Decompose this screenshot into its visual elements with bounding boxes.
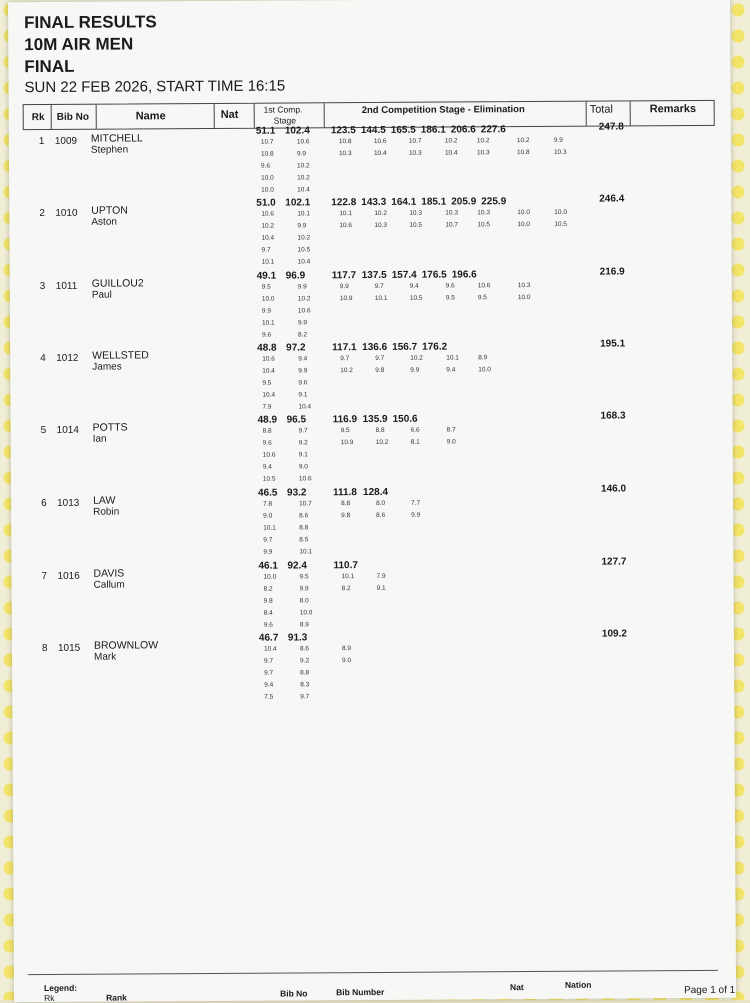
rank-cell: 1 xyxy=(38,135,45,148)
athlete-first-name: Stephen xyxy=(90,144,129,156)
stage2-shot: 8.8 xyxy=(375,426,385,434)
stage2-cumulative: 165.5 xyxy=(390,124,416,136)
rank-cell: 3 xyxy=(39,280,46,293)
stage2-shot: 10.6 xyxy=(373,137,387,145)
stage1-shot: 10.0 xyxy=(261,186,274,194)
col-name: Name xyxy=(135,110,166,123)
total-score: 168.3 xyxy=(600,410,626,422)
stage2-cumulative: 186.1 xyxy=(420,124,446,136)
stage1-shot: 9.5 xyxy=(262,379,272,387)
stage2-cumulative: 117.1 xyxy=(332,342,357,354)
rank-cell: 2 xyxy=(39,207,45,220)
stage2-shot: 7.7 xyxy=(411,499,421,507)
stage1-shot: 9.7 xyxy=(263,536,273,544)
footer-divider xyxy=(28,970,718,975)
stage1-shot: 7.9 xyxy=(262,403,272,411)
stage1-shot: 9.6 xyxy=(260,162,271,170)
stage1-shot: 10.2 xyxy=(297,295,311,303)
stage1-shot: 10.7 xyxy=(299,500,312,508)
total-score: 247.8 xyxy=(598,121,624,133)
stage2-shot: 10.8 xyxy=(516,149,530,157)
stage2-shot: 10.3 xyxy=(445,209,458,217)
stage2-shot: 9.4 xyxy=(446,366,456,374)
athlete-last-name: LAW xyxy=(93,494,116,507)
legend-nat: Nat xyxy=(510,982,524,993)
stage2-shot: 10.2 xyxy=(374,209,387,217)
stage2-shot: 9.6 xyxy=(445,282,455,290)
stage1-shot: 9.9 xyxy=(261,307,271,315)
col-total: Total xyxy=(589,103,613,116)
stage2-shot: 10.5 xyxy=(477,221,491,229)
col-stage1-b: Stage xyxy=(273,115,296,126)
stage1-shot: 10.5 xyxy=(262,475,276,483)
athlete-first-name: James xyxy=(92,361,122,373)
stage1-shot: 10.4 xyxy=(263,645,277,653)
stage1-shot: 10.6 xyxy=(261,210,274,218)
stage2-cumulative: 176.5 xyxy=(421,269,447,281)
stage2-shot: 8.9 xyxy=(478,354,488,362)
stage1-shot: 9.1 xyxy=(298,451,308,459)
stage2-shot: 10.7 xyxy=(445,221,459,229)
stage2-cumulative: 176.2 xyxy=(422,341,448,353)
athlete-first-name: Paul xyxy=(91,289,112,301)
stage1-shot: 10.7 xyxy=(260,138,274,146)
stage1-shot: 7.8 xyxy=(263,500,273,508)
athlete-first-name: Robin xyxy=(93,506,120,518)
bib-cell: 1013 xyxy=(57,497,80,509)
stage1-shot: 10.4 xyxy=(262,367,275,375)
col-nat: Nat xyxy=(220,108,239,121)
rank-cell: 5 xyxy=(40,424,47,437)
stage2-cumulative: 227.6 xyxy=(480,124,506,136)
stage1-series-2: 102.4 xyxy=(284,125,310,137)
stage1-series-2: 91.3 xyxy=(287,632,308,644)
bib-cell: 1012 xyxy=(56,352,79,364)
total-score: 195.1 xyxy=(600,338,626,350)
stage2-shot: 9.7 xyxy=(374,282,384,290)
stage2-shot: 10.2 xyxy=(340,367,353,375)
stage1-shot: 10.4 xyxy=(297,258,311,266)
stage1-shot: 10.6 xyxy=(297,307,311,315)
stage2-shot: 6.6 xyxy=(410,426,420,434)
stage2-shot: 10.1 xyxy=(374,294,388,302)
athlete-last-name: GUILLOU2 xyxy=(91,277,144,290)
stage1-series-1: 46.5 xyxy=(257,487,278,499)
stage2-shot: 9.7 xyxy=(340,355,350,363)
stage2-cumulative: 123.5 xyxy=(330,125,356,137)
stage1-shot: 9.9 xyxy=(298,367,308,375)
stage1-shot: 10.1 xyxy=(261,258,275,266)
stage2-shot: 10.5 xyxy=(409,294,423,302)
stage1-shot: 9.7 xyxy=(261,246,271,254)
stage1-shot: 9.7 xyxy=(300,693,310,701)
stage2-shot: 10.3 xyxy=(477,209,490,217)
stage2-shot: 10.2 xyxy=(410,354,423,362)
bib-cell: 1014 xyxy=(56,424,79,436)
stage2-cumulative: 206.6 xyxy=(450,124,476,136)
stage1-shot: 9.4 xyxy=(298,355,308,363)
stage2-shot: 8.2 xyxy=(341,585,351,593)
stage2-cumulative: 136.6 xyxy=(362,341,388,354)
stage1-shot: 10.1 xyxy=(261,319,275,327)
stage1-shot: 8.4 xyxy=(263,609,273,617)
stage1-shot: 9.9 xyxy=(297,283,307,291)
stage2-shot: 10.1 xyxy=(341,573,355,581)
stage2-cumulative: 150.6 xyxy=(392,413,418,425)
stage2-cumulative: 144.5 xyxy=(360,124,386,137)
stage2-shot: 9.7 xyxy=(375,354,385,362)
stage2-shot: 9.0 xyxy=(446,438,456,446)
stage1-shot: 10.1 xyxy=(263,524,276,532)
stage1-series-1: 46.1 xyxy=(258,560,278,572)
stage1-shot: 8.6 xyxy=(299,512,309,520)
athlete-last-name: POTTS xyxy=(92,421,128,434)
stage2-cumulative: 225.9 xyxy=(481,196,507,208)
stage2-shot: 10.9 xyxy=(339,295,353,303)
document-header xyxy=(24,11,285,99)
stage1-shot: 9.6 xyxy=(262,331,272,339)
stage1-shot: 10.2 xyxy=(297,234,311,242)
col-stage1-a: 1st Comp. xyxy=(263,104,303,115)
results-sheet xyxy=(8,0,736,1002)
stage1-shot: 9.4 xyxy=(262,463,272,471)
legend-bib: Bib No xyxy=(280,988,308,999)
stage1-series-2: 96.5 xyxy=(286,414,307,426)
stage1-shot: 8.5 xyxy=(299,536,309,544)
bib-cell: 1011 xyxy=(55,280,78,292)
stage2-shot: 8.8 xyxy=(341,500,351,508)
stage1-shot: 9.2 xyxy=(300,657,310,665)
rank-cell: 6 xyxy=(41,497,47,510)
stage2-shot: 9.4 xyxy=(409,282,419,290)
stage1-shot: 10.5 xyxy=(297,246,311,254)
stage2-shot: 10.5 xyxy=(409,221,423,229)
stage1-shot: 8.6 xyxy=(299,645,310,653)
stage1-series-1: 49.1 xyxy=(256,270,277,282)
stage1-series-2: 93.2 xyxy=(286,487,307,499)
stage1-series-1: 48.9 xyxy=(257,414,278,426)
stage1-shot: 8.9 xyxy=(299,621,309,629)
athlete-first-name: Aston xyxy=(91,216,117,228)
title-line-1: FINAL RESULTS xyxy=(24,12,157,33)
stage1-shot: 10.4 xyxy=(262,391,276,399)
stage1-series-2: 97.2 xyxy=(286,342,306,354)
stage2-shot: 10.4 xyxy=(373,149,387,157)
stage2-shot: 9.5 xyxy=(340,427,350,435)
stage1-shot: 8.0 xyxy=(299,597,309,605)
stage2-shot: 10.4 xyxy=(444,149,458,157)
col-stage2: 2nd Competition Stage - Elimination xyxy=(361,104,525,117)
stage2-shot: 10.0 xyxy=(554,208,567,216)
stage1-shot: 9.8 xyxy=(263,597,273,605)
athlete-first-name: Callum xyxy=(93,579,125,591)
athlete-last-name: BROWNLOW xyxy=(93,639,159,652)
stage2-shot: 9.5 xyxy=(445,294,455,302)
stage1-shot: 8.3 xyxy=(300,681,310,689)
stage1-shot: 10.8 xyxy=(260,150,274,158)
stage1-shot: 10.2 xyxy=(296,162,310,170)
stage2-cumulative: 116.9 xyxy=(332,414,358,426)
stage1-shot: 10.2 xyxy=(261,222,275,230)
stage2-cumulative: 111.8 xyxy=(332,487,357,499)
stage1-shot: 10.0 xyxy=(261,295,275,303)
stage2-shot: 10.0 xyxy=(517,221,531,229)
athlete-last-name: WELLSTED xyxy=(92,349,149,362)
rank-cell: 7 xyxy=(41,570,48,583)
stage1-shot: 9.1 xyxy=(298,391,308,399)
stage2-cumulative: 156.7 xyxy=(392,341,418,353)
stage2-shot: 10.2 xyxy=(375,438,389,446)
stage1-shot: 10.0 xyxy=(299,609,313,617)
title-line-3: FINAL xyxy=(24,56,75,77)
stage2-shot: 10.1 xyxy=(339,210,352,218)
stage2-cumulative: 117.7 xyxy=(331,270,357,282)
stage2-shot: 8.9 xyxy=(341,645,352,653)
stage1-shot: 9.5 xyxy=(261,283,271,291)
stage2-shot: 8.1 xyxy=(410,438,420,446)
stage2-cumulative: 135.9 xyxy=(362,413,388,426)
stage2-shot: 10.6 xyxy=(477,282,491,290)
stage1-shot: 8.8 xyxy=(262,427,272,435)
stage2-cumulative: 110.7 xyxy=(333,560,358,572)
rank-cell: 4 xyxy=(40,352,46,365)
athlete-last-name: MITCHELL xyxy=(90,132,143,145)
stage2-shot: 9.9 xyxy=(553,136,563,144)
athlete-first-name: Mark xyxy=(93,651,117,663)
bib-cell: 1015 xyxy=(57,642,81,654)
stage2-shot: 10.8 xyxy=(338,138,352,146)
stage1-series-2: 96.9 xyxy=(285,270,306,282)
col-rk: Rk xyxy=(31,111,45,124)
stage1-shot: 8.8 xyxy=(300,669,310,677)
stage2-shot: 10.0 xyxy=(478,366,491,374)
stage2-shot: 9.0 xyxy=(342,657,352,665)
stage2-shot: 10.7 xyxy=(408,137,422,145)
stage1-shot: 10.6 xyxy=(262,355,275,363)
title-line-2: 10M AIR MEN xyxy=(24,34,134,55)
stage2-shot: 10.3 xyxy=(476,149,490,157)
col-bib: Bib No xyxy=(56,111,89,123)
col-remarks: Remarks xyxy=(649,103,697,116)
stage1-shot: 9.5 xyxy=(299,573,309,581)
athlete-last-name: UPTON xyxy=(91,204,128,217)
stage1-shot: 9.9 xyxy=(299,585,309,593)
total-score: 146.0 xyxy=(600,483,627,495)
stage2-shot: 10.3 xyxy=(374,221,388,229)
stage1-shot: 10.4 xyxy=(298,403,312,411)
stage1-shot: 9.0 xyxy=(263,512,273,520)
stage2-cumulative: 196.6 xyxy=(451,269,477,281)
stage1-shot: 9.9 xyxy=(297,319,308,327)
total-score: 109.2 xyxy=(601,628,627,640)
stage2-cumulative: 128.4 xyxy=(362,486,389,499)
stage1-shot: 9.4 xyxy=(264,681,274,689)
stage2-cumulative: 122.8 xyxy=(331,197,357,209)
stage1-shot: 9.7 xyxy=(264,657,274,665)
stage1-shot: 8.2 xyxy=(298,331,308,339)
stage1-shot: 10.4 xyxy=(261,234,275,242)
stage2-cumulative: 137.5 xyxy=(361,269,387,282)
stage1-shot: 9.9 xyxy=(296,150,307,158)
legend-label: Legend: xyxy=(43,982,78,994)
stage2-shot: 10.1 xyxy=(446,354,459,362)
stage2-shot: 9.1 xyxy=(376,584,386,592)
stage2-shot: 9.8 xyxy=(341,512,351,520)
stage1-series-1: 51.0 xyxy=(256,197,276,209)
athlete-first-name: Ian xyxy=(92,433,107,445)
page-number: Page 1 of 1 xyxy=(684,984,736,997)
stage2-shot: 10.3 xyxy=(517,282,531,290)
bib-cell: 1016 xyxy=(57,570,80,582)
stage2-shot: 9.9 xyxy=(339,283,349,291)
stage1-shot: 8.2 xyxy=(263,585,273,593)
stage1-shot: 9.6 xyxy=(298,379,308,387)
legend-bib-number: Bib Number xyxy=(336,986,385,998)
stage2-shot: 10.0 xyxy=(517,209,530,217)
stage1-shot: 9.6 xyxy=(262,439,272,447)
stage2-shot: 10.9 xyxy=(340,439,354,447)
stage2-shot: 8.7 xyxy=(446,426,456,434)
legend-nation: Nation xyxy=(564,979,592,990)
stage2-shot: 10.3 xyxy=(553,148,567,156)
stage1-shot: 10.1 xyxy=(299,548,313,556)
stage1-shot: 10.6 xyxy=(262,451,276,459)
bib-cell: 1010 xyxy=(55,207,78,219)
stage1-series-2: 92.4 xyxy=(287,560,307,572)
total-score: 216.9 xyxy=(599,266,625,278)
rank-cell: 8 xyxy=(41,642,48,655)
stage1-shot: 9.7 xyxy=(298,427,308,435)
stage2-shot: 10.0 xyxy=(517,294,531,302)
date-time: SUN 22 FEB 2026, START TIME 16:15 xyxy=(24,77,286,97)
legend-rank: Rank xyxy=(106,992,127,1003)
stage2-cumulative: 164.1 xyxy=(391,196,417,208)
stage2-shot: 8.0 xyxy=(376,499,386,507)
stage1-shot: 10.0 xyxy=(263,573,277,581)
stage2-shot: 10.2 xyxy=(444,137,458,145)
stage2-cumulative: 143.3 xyxy=(361,196,387,209)
stage1-shot: 9.9 xyxy=(263,548,273,556)
stage2-shot: 9.9 xyxy=(411,511,421,519)
stage2-shot: 9.8 xyxy=(375,366,385,374)
stage2-cumulative: 185.1 xyxy=(421,196,447,208)
stage2-shot: 10.6 xyxy=(339,222,353,230)
stage1-series-1: 51.1 xyxy=(255,125,276,137)
stage2-shot: 10.5 xyxy=(554,220,568,228)
stage1-series-1: 46.7 xyxy=(258,632,279,644)
stage1-shot: 10.1 xyxy=(297,210,310,218)
bib-cell: 1009 xyxy=(54,135,78,147)
stage2-shot: 10.3 xyxy=(409,209,422,217)
stage1-series-1: 48.8 xyxy=(257,342,277,354)
stage2-shot: 9.9 xyxy=(410,366,420,374)
stage2-shot: 8.6 xyxy=(376,511,386,519)
stage2-shot: 7.9 xyxy=(376,572,386,580)
stage2-cumulative: 205.9 xyxy=(451,196,477,208)
total-score: 127.7 xyxy=(601,556,627,568)
stage1-shot: 7.5 xyxy=(264,693,274,701)
stage1-shot: 9.9 xyxy=(297,222,307,230)
stage1-shot: 9.2 xyxy=(298,439,308,447)
stage2-shot: 10.2 xyxy=(516,137,530,145)
stage1-shot: 10.4 xyxy=(297,186,310,194)
total-score: 246.4 xyxy=(599,193,625,205)
stage2-shot: 10.3 xyxy=(338,150,352,158)
stage1-shot: 9.0 xyxy=(298,463,308,471)
stage1-shot: 10.2 xyxy=(297,174,310,182)
stage1-series-2: 102.1 xyxy=(285,197,311,209)
stage2-shot: 9.5 xyxy=(477,294,487,302)
stage1-shot: 10.0 xyxy=(261,174,274,182)
stage1-shot: 8.8 xyxy=(299,524,309,532)
athlete-last-name: DAVIS xyxy=(93,567,125,580)
stage2-shot: 10.3 xyxy=(408,149,422,157)
stage1-shot: 10.6 xyxy=(298,475,312,483)
stage2-shot: 10.2 xyxy=(476,137,490,145)
stage2-cumulative: 157.4 xyxy=(391,269,417,281)
stage1-shot: 9.6 xyxy=(263,621,273,629)
stage1-shot: 10.6 xyxy=(296,138,310,146)
stage1-shot: 9.7 xyxy=(264,669,274,677)
legend-rk: Rk xyxy=(44,992,55,1003)
